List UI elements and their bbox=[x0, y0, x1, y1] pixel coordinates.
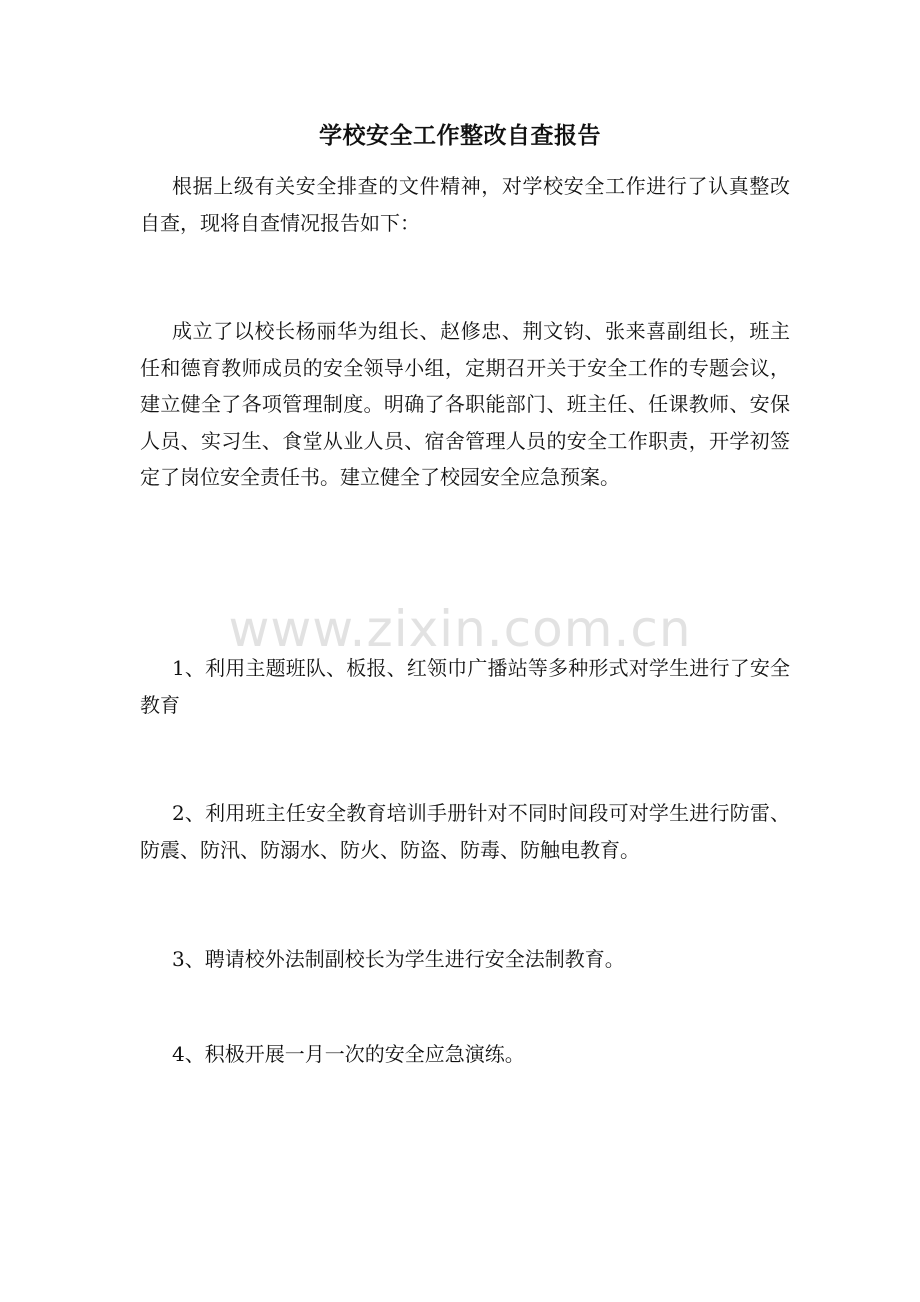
list-item-4: 4、积极开展一月一次的安全应急演练。 bbox=[172, 1042, 525, 1066]
intro-paragraph: 根据上级有关安全排查的文件精神，对学校安全工作进行了认真整改自查，现将自查情况报告如下： bbox=[140, 174, 790, 235]
watermark: www.zixin.com.cn bbox=[228, 600, 692, 658]
list-item-2: 2、利用班主任安全教育培训手册针对不同时间段可对学生进行防雷、防震、防汛、防溺水、防火、防盗、防毒、防触电教育。 bbox=[140, 801, 790, 862]
organization-paragraph: 成立了以校长杨丽华为组长、赵修忠、荆文钧、张来喜副组长，班主任和德育教师成员的安全领导小组，定期召开关于安全工作的专题会议，建立健全了各项管理制度。明确了各职能部门、班主任、任课教师、安保人员、实习生、食堂从业人员、宿舍管理人员的安全工作职责，开学初签定了岗位安全责任书。建立健全了校园安全应急预案。 bbox=[140, 319, 790, 490]
document-title: 学校安全工作整改自查报告 bbox=[319, 122, 601, 149]
list-item-3: 3、聘请校外法制副校长为学生进行安全法制教育。 bbox=[172, 947, 625, 971]
list-item-1: 1、利用主题班队、板报、红领巾广播站等多种形式对学生进行了安全教育 bbox=[140, 656, 790, 717]
